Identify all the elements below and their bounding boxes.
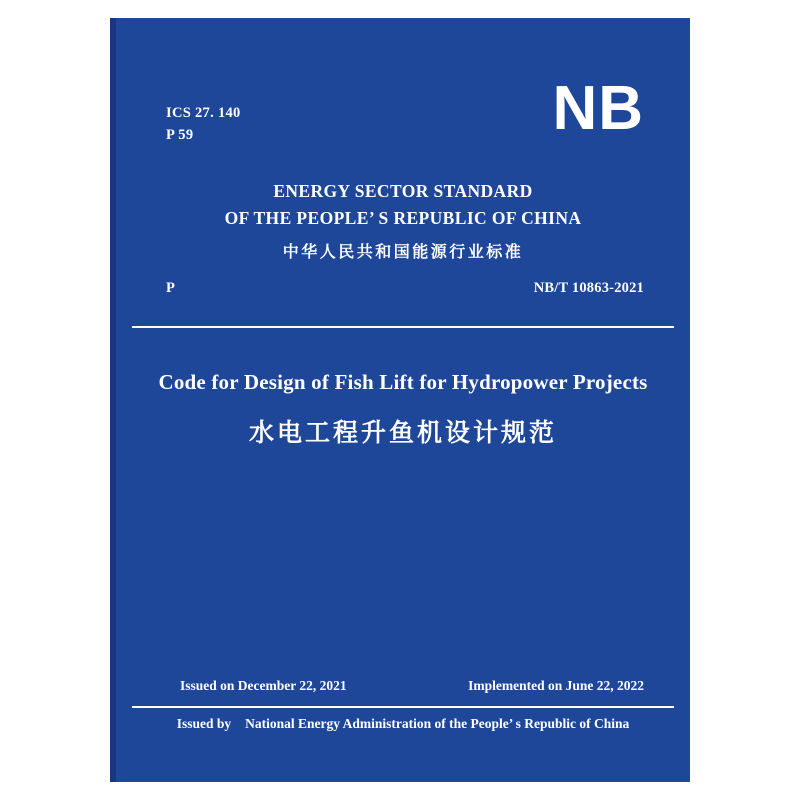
- page-title-cn: 水电工程升鱼机设计规范: [248, 418, 557, 447]
- standard-code-row: [166, 280, 644, 300]
- standard-name-cn: 中华人民共和国能源行业标准: [282, 242, 524, 262]
- nb-logo: NB: [552, 74, 644, 143]
- standard-name-en-line1: ENERGY SECTOR STANDARD: [273, 181, 533, 201]
- issued-date: Issued on December 22, 2021: [180, 678, 347, 693]
- cover-content: [116, 18, 690, 782]
- issued-by-organization: National Energy Administration of the People’ s Republic of China: [245, 716, 630, 731]
- implemented-date: Implemented on June 22, 2022: [468, 678, 644, 693]
- standard-name-en-line2: OF THE PEOPLE’ S REPUBLIC OF CHINA: [224, 208, 582, 229]
- issuer-row: [146, 716, 660, 732]
- cover-header: [166, 74, 650, 156]
- classification-code: P 59: [166, 127, 194, 144]
- standard-cover-page: [110, 18, 690, 782]
- standard-authority-block: [156, 178, 650, 262]
- ics-number: ICS 27. 140: [166, 105, 241, 121]
- dates-row: [172, 678, 644, 698]
- issued-by-label: Issued by: [176, 716, 232, 731]
- document-title-block: [146, 370, 660, 449]
- page-title: Code for Design of Fish Lift for Hydropower Projects: [158, 370, 648, 394]
- standard-number: NB/T 10863-2021: [533, 280, 644, 296]
- ics-classification-block: [166, 102, 241, 147]
- divider-top: [132, 326, 674, 328]
- divider-bottom: [132, 706, 674, 708]
- category-letter: P: [166, 280, 175, 296]
